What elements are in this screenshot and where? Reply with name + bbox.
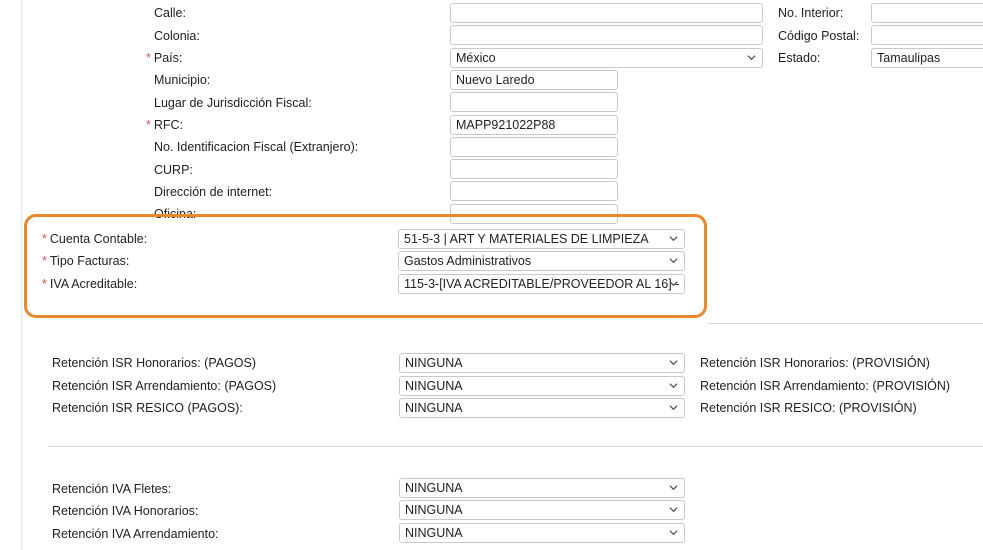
colonia-input[interactable] — [450, 25, 763, 45]
direccion-internet-input[interactable] — [450, 181, 618, 201]
isr-arrendamiento-pagos-select[interactable]: NINGUNA — [399, 376, 685, 396]
estado-input[interactable]: Tamaulipas — [871, 48, 983, 68]
cuenta-contable-label: * Cuenta Contable: — [42, 232, 148, 246]
iva-acreditable-select[interactable]: 115-3-[IVA ACREDITABLE/PROVEEDOR AL 16] - — [398, 274, 685, 294]
isr-arrendamiento-pagos-label: Retención ISR Arrendamiento: (PAGOS) — [52, 379, 277, 393]
iva-arrendamiento-select[interactable]: NINGUNA — [399, 523, 685, 543]
lugar-jurisdiccion-label: Lugar de Jurisdicción Fiscal: — [154, 96, 312, 110]
isr-arrendamiento-provision-label: Retención ISR Arrendamiento: (PROVISIÓN) — [700, 379, 951, 393]
curp-label: CURP: — [154, 163, 193, 177]
codigo-postal-input[interactable] — [871, 25, 983, 45]
iva-honorarios-select[interactable]: NINGUNA — [399, 500, 685, 520]
required-mark: * — [146, 51, 151, 65]
isr-honorarios-pagos-label: Retención ISR Honorarios: (PAGOS) — [52, 356, 257, 370]
tipo-facturas-label: * Tipo Facturas: — [42, 254, 130, 268]
chevron-down-icon — [669, 403, 678, 412]
isr-honorarios-provision-label: Retención ISR Honorarios: (PROVISIÓN) — [700, 356, 930, 370]
rfc-label: * RFC: — [146, 118, 184, 132]
iva-fletes-label: Retención IVA Fletes: — [52, 482, 172, 496]
chevron-down-icon — [669, 483, 678, 492]
codigo-postal-label: Código Postal: — [778, 29, 860, 43]
chevron-down-icon — [747, 53, 756, 62]
isr-resico-pagos-label: Retención ISR RESICO (PAGOS): — [52, 401, 243, 415]
colonia-label: Colonia: — [154, 29, 200, 43]
chevron-down-icon — [669, 279, 678, 288]
municipio-input[interactable]: Nuevo Laredo — [450, 70, 618, 90]
no-interior-label: No. Interior: — [778, 6, 844, 20]
chevron-down-icon — [669, 528, 678, 537]
chevron-down-icon — [669, 381, 678, 390]
iva-arrendamiento-label: Retención IVA Arrendamiento: — [52, 527, 219, 541]
direccion-internet-label: Dirección de internet: — [154, 185, 273, 199]
iva-honorarios-label: Retención IVA Honorarios: — [52, 504, 199, 518]
chevron-down-icon — [669, 234, 678, 243]
page-left-border — [21, 0, 22, 550]
chevron-down-icon — [669, 256, 678, 265]
isr-resico-provision-label: Retención ISR RESICO: (PROVISIÓN) — [700, 401, 917, 415]
pais-select[interactable]: México — [450, 48, 763, 68]
required-mark: * — [42, 254, 47, 268]
tipo-facturas-select[interactable]: Gastos Administrativos — [398, 251, 685, 271]
no-id-fiscal-label: No. Identificacion Fiscal (Extranjero): — [154, 140, 359, 154]
section-divider — [48, 446, 983, 447]
isr-honorarios-pagos-select[interactable]: NINGUNA — [399, 353, 685, 373]
pais-label: * País: — [146, 51, 183, 65]
section-divider — [707, 323, 983, 324]
calle-input[interactable] — [450, 3, 763, 23]
rfc-input[interactable]: MAPP921022P88 — [450, 115, 618, 135]
lugar-jurisdiccion-input[interactable] — [450, 92, 618, 112]
municipio-label: Municipio: — [154, 73, 211, 87]
no-id-fiscal-input[interactable] — [450, 137, 618, 157]
chevron-down-icon — [669, 505, 678, 514]
cuenta-contable-select[interactable]: 51-5-3 | ART Y MATERIALES DE LIMPIEZA — [398, 229, 685, 249]
iva-fletes-select[interactable]: NINGUNA — [399, 478, 685, 498]
estado-label: Estado: — [778, 51, 821, 65]
chevron-down-icon — [669, 358, 678, 367]
iva-acreditable-label: * IVA Acreditable: — [42, 277, 138, 291]
oficina-label: Oficina: — [154, 207, 197, 221]
required-mark: * — [146, 118, 151, 132]
no-interior-input[interactable] — [871, 3, 983, 23]
isr-resico-pagos-select[interactable]: NINGUNA — [399, 398, 685, 418]
calle-label: Calle: — [154, 6, 186, 20]
required-mark: * — [42, 277, 47, 291]
curp-input[interactable] — [450, 159, 618, 179]
required-mark: * — [42, 232, 47, 246]
